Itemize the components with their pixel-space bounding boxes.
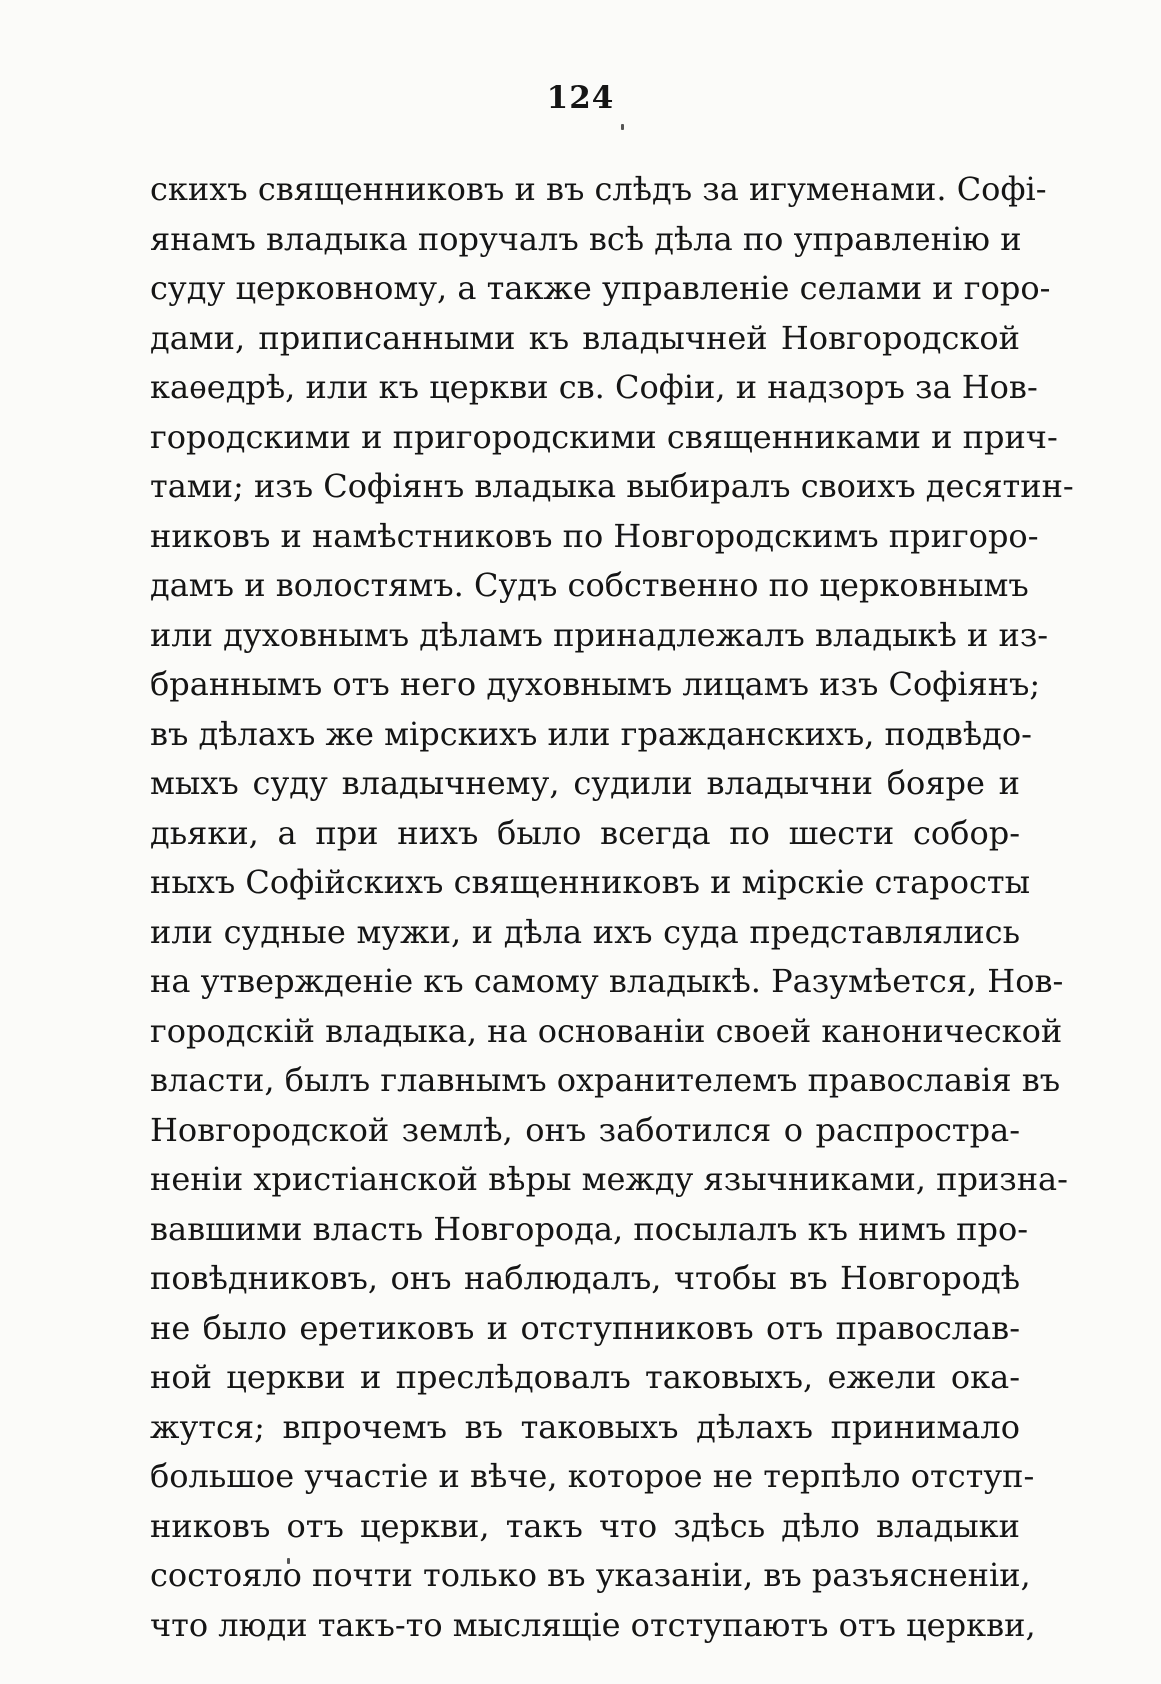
text-line: дамъ и волостямъ. Судъ собственно по церковнымъ <box>150 566 1029 604</box>
text-line: ныхъ Софійскихъ священниковъ и мірскіе старосты <box>150 863 1031 901</box>
text-line: мыхъ суду владычнему, судили владычни бояре и <box>150 764 1020 802</box>
text-line: каѳедрѣ, или къ церкви св. Софіи, и надзоръ за Нов- <box>150 368 1038 406</box>
text-line: не было еретиковъ и отступниковъ отъ православ- <box>150 1308 1020 1347</box>
text-line: состояло почти только въ указаніи, въ разъясненіи, <box>150 1556 1031 1594</box>
text-line: что люди такъ-то мыслящіе отступаютъ отъ церкви, <box>150 1605 1036 1644</box>
text-line: жутся; впрочемъ въ таковыхъ дѣлахъ принимало <box>150 1407 1020 1446</box>
text-line: на утвержденіе къ самому владыкѣ. Разумѣется, Нов- <box>150 962 1064 1000</box>
text-line: скихъ священниковъ и въ слѣдъ за игуменами. Софі- <box>150 170 1047 208</box>
text-line: вавшими власть Новгорода, посылалъ къ нимъ про- <box>150 1209 1029 1248</box>
text-line: ной церкви и преслѣдовалъ таковыхъ, ежели ока- <box>150 1358 1020 1396</box>
text-line: янамъ владыка поручалъ всѣ дѣла по управленію и <box>150 219 1022 258</box>
text-line: или судные мужи, и дѣла ихъ суда представлялись <box>150 912 1020 951</box>
text-line: большое участіе и вѣче, которое не терпѣло отступ- <box>150 1457 1035 1495</box>
text-line: никовъ и намѣстниковъ по Новгородскимъ пригоро- <box>150 516 1039 555</box>
text-line: дьяки, а при нихъ было всегда по шести собор- <box>150 813 1020 852</box>
body-text <box>150 165 1074 1650</box>
text-line: городскій владыка, на основаніи своей канонической <box>150 1011 1063 1050</box>
text-line: городскими и пригородскими священниками и прич- <box>150 417 1058 456</box>
text-line: повѣдниковъ, онъ наблюдалъ, чтобы въ Новгородѣ <box>150 1259 1020 1297</box>
text-line: въ дѣлахъ же мірскихъ или гражданскихъ, подвѣдо- <box>150 714 1032 753</box>
text-line: власти, былъ главнымъ охранителемъ православія въ <box>150 1061 1061 1099</box>
text-line: суду церковному, а также управленіе селами и горо- <box>150 269 1051 307</box>
text-line: или духовнымъ дѣламъ принадлежалъ владыкѣ и из- <box>150 615 1049 654</box>
print-speck <box>621 124 624 130</box>
page-number: 124 <box>546 80 615 116</box>
text-line: никовъ отъ церкви, такъ что здѣсь дѣло владыки <box>150 1506 1020 1545</box>
text-line: Новгородской землѣ, онъ заботился о распростра- <box>150 1110 1020 1149</box>
text-line: неніи христіанской вѣры между язычниками, призна- <box>150 1160 1068 1198</box>
text-line: тами; изъ Софіянъ владыка выбиралъ своихъ десятин- <box>150 467 1074 505</box>
text-line: дами, приписанными къ владычней Новгородской <box>150 318 1020 357</box>
text-line: браннымъ отъ него духовнымъ лицамъ изъ Софіянъ; <box>150 665 1041 703</box>
